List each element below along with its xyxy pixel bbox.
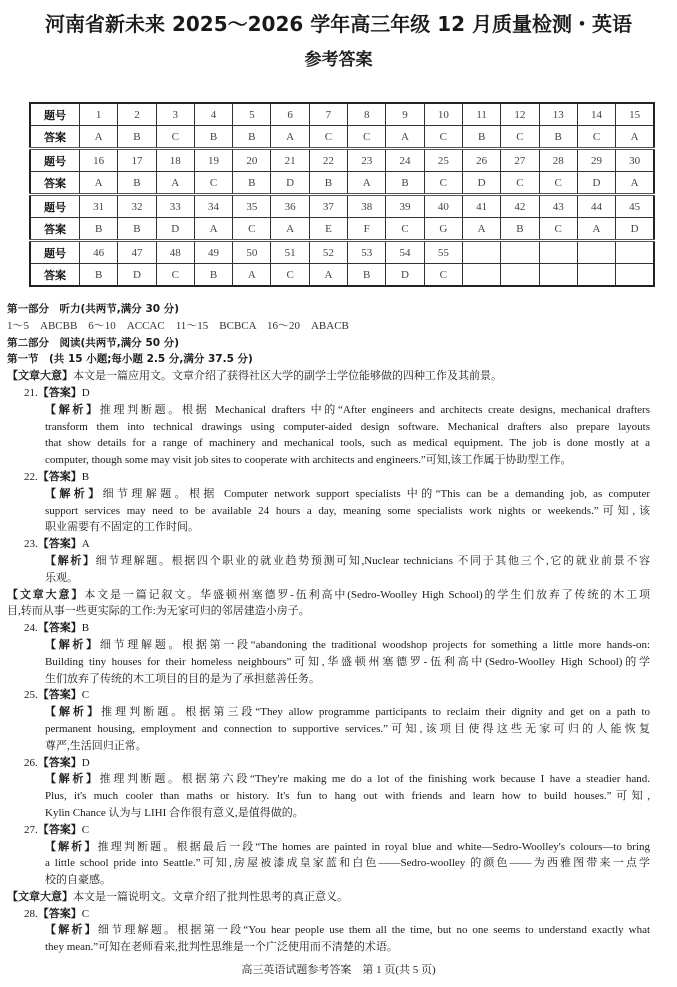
question-number-cell: 19: [194, 149, 232, 172]
line-text: 推理判断题。根据第三段“They allow programme participants to reclaim their dignity and get on a path to: [101, 706, 651, 719]
question-number-cell: 25: [424, 149, 462, 172]
text-line: [7, 335, 650, 352]
page-footer: 高三英语试题参考答案 第 1 页(共 5 页): [241, 964, 436, 976]
article-summary: [7, 368, 650, 385]
line-text: 细节理解题。根据第一段“abandoning the traditional woodshop projects for something a little more hands-on:: [99, 638, 650, 651]
answer-cell: A: [194, 218, 232, 241]
line-text: 校的自豪感。: [45, 874, 111, 887]
question-number-cell: 29: [577, 149, 615, 172]
question-answer: [7, 755, 650, 772]
answer-cell: [616, 264, 654, 287]
row-label: 答案: [30, 126, 80, 149]
question-number-cell: [501, 241, 539, 264]
text-line: [7, 486, 650, 503]
label-tag: 【文章大意】: [7, 587, 85, 601]
question-number-cell: 41: [462, 195, 500, 218]
answer-cell: C: [156, 126, 194, 149]
question-number-cell: 18: [156, 149, 194, 172]
answer-cell: D: [156, 218, 194, 241]
question-number-cell: 1: [80, 103, 118, 126]
answer-cell: C: [577, 126, 615, 149]
line-text: they mean.”可知在老师看来,批判性思维是一个广泛使用而不清楚的术语。: [45, 941, 398, 954]
answer-cell: D: [271, 172, 309, 195]
label-tag: 【解析】: [45, 772, 100, 786]
answer-cell: D: [462, 172, 500, 195]
answer-cell: A: [616, 126, 654, 149]
row-label: 题号: [30, 103, 80, 126]
question-number-cell: 33: [156, 195, 194, 218]
question-number-cell: 7: [309, 103, 347, 126]
line-text: 细节理解题。根据第一段“You hear people use them all the time, but no one seems to understand exactly what: [97, 924, 651, 937]
answer-cell: E: [309, 218, 347, 241]
question-number: 27.: [24, 823, 38, 836]
row-label: 答案: [30, 218, 80, 241]
answer-analysis: [7, 922, 650, 956]
answer-explanations: [7, 301, 650, 956]
question-number-cell: 26: [462, 149, 500, 172]
text-line: [7, 788, 650, 805]
row-label: 答案: [30, 172, 80, 195]
line-text: B: [81, 622, 90, 635]
text-line: [7, 503, 650, 520]
answer-cell: B: [194, 264, 232, 287]
line-text: 本文是一篇记叙文。华盛顿州塞德罗-伍利高中(Sedro-Woolley High School)的学生们放弃了传统的木工项: [84, 588, 650, 601]
question-answer: [7, 385, 650, 402]
answer-cell: C: [539, 172, 577, 195]
question-answer: [7, 620, 650, 637]
answer-cell: D: [386, 264, 424, 287]
line-text: support services may need to be available 24 hours a day, meaning some specialists work nights or weekends.”可知,该: [45, 504, 650, 517]
text-line: [7, 419, 650, 436]
question-number-cell: 43: [539, 195, 577, 218]
question-number-cell: 13: [539, 103, 577, 126]
text-line: [7, 939, 650, 956]
text-line: [7, 587, 650, 604]
text-line: [7, 603, 650, 620]
line-text: a little school pride into Seattle.”可知,房屋被漆成皇家蓝和白色——Sedro-woolley 的颜色——为西雅图带来一点学: [45, 857, 650, 870]
text-line: [7, 889, 650, 906]
line-text: 第二部分 阅读(共两节,满分 50 分): [7, 336, 180, 349]
question-number: 23.: [24, 538, 38, 551]
text-line: [7, 301, 650, 318]
line-text: Plus, it's much cooler than maths or history. It's fun to hang out with friends and learn how to build houses.”可知,: [45, 790, 650, 803]
answer-cell: A: [271, 218, 309, 241]
label-tag: 【答案】: [37, 385, 82, 399]
question-number-cell: 2: [118, 103, 156, 126]
answer-analysis: [7, 839, 650, 889]
article-summary: [7, 587, 650, 621]
question-number-cell: [462, 241, 500, 264]
question-number: 21.: [24, 386, 38, 399]
question-number-cell: 40: [424, 195, 462, 218]
question-number-cell: 46: [80, 241, 118, 264]
answer-cell: C: [539, 218, 577, 241]
answer-cell: B: [348, 264, 386, 287]
answer-cell: B: [501, 218, 539, 241]
answer-cell: A: [80, 126, 118, 149]
text-line: [7, 318, 650, 335]
answer-cell: C: [156, 264, 194, 287]
line-text: B: [81, 470, 90, 483]
answer-cell: A: [80, 172, 118, 195]
answer-cell: B: [233, 126, 271, 149]
answer-analysis: [7, 402, 650, 469]
label-tag: 【解析】: [45, 486, 103, 500]
question-number-cell: 49: [194, 241, 232, 264]
line-text: computer, though some may visit job sites to cooperate with architects and engineers.”可知,该工作属于协助型工作。: [45, 454, 572, 467]
text-line: [7, 402, 650, 419]
document-title: 河南省新未来 2025～2026 学年高三年级 12 月质量检测・英语: [44, 12, 632, 36]
text-line: [7, 822, 650, 839]
answer-cell: B: [309, 172, 347, 195]
label-tag: 【答案】: [37, 621, 82, 635]
line-text: 第一部分 听力(共两节,满分 30 分): [7, 303, 180, 315]
question-number-cell: 9: [386, 103, 424, 126]
line-text: 本文是一篇说明文。文章介绍了批判性思考的真正意义。: [73, 890, 348, 903]
question-number-cell: 51: [271, 241, 309, 264]
label-tag: 【答案】: [37, 537, 82, 551]
line-text: 尊严,生活回归正常。: [45, 739, 147, 752]
question-answer: [7, 469, 650, 486]
answer-cell: A: [386, 126, 424, 149]
answer-analysis: [7, 637, 650, 687]
question-number-row: [30, 103, 654, 126]
question-number-cell: 12: [501, 103, 539, 126]
question-number-cell: 23: [348, 149, 386, 172]
question-number-cell: 5: [233, 103, 271, 126]
answer-cell: D: [118, 264, 156, 287]
section-heading: [7, 335, 650, 352]
line-text: 细节理解题。根据四个职业的就业趋势预测可知,Nuclear technicians 不同于其他三个,它的就业前景不容: [95, 554, 650, 567]
answer-cell: C: [386, 218, 424, 241]
question-number-cell: 50: [233, 241, 271, 264]
question-number-cell: [577, 241, 615, 264]
answer-cell: A: [233, 264, 271, 287]
answer-cell: D: [616, 218, 654, 241]
text-line: [7, 553, 650, 570]
text-line: [7, 671, 650, 688]
text-line: [7, 755, 650, 772]
line-text: Building tiny houses for their homeless neighbours”可知,华盛顿州塞德罗-伍利高中(Sedro-Woolley High School)的学: [45, 655, 650, 668]
question-number: 24.: [24, 622, 38, 635]
question-number-row: [30, 149, 654, 172]
label-tag: 【文章大意】: [7, 889, 73, 903]
label-tag: 【答案】: [37, 755, 82, 769]
answer-cell: B: [386, 172, 424, 195]
line-text: 乐观。: [45, 571, 78, 584]
question-number-cell: 55: [424, 241, 462, 264]
document-subtitle: 参考答案: [304, 50, 373, 70]
answer-cell: C: [424, 126, 462, 149]
question-answer: [7, 906, 650, 923]
text-line: [7, 872, 650, 889]
row-label: 答案: [30, 264, 80, 287]
answer-cell: A: [348, 172, 386, 195]
question-number-cell: 47: [118, 241, 156, 264]
row-label: 题号: [30, 149, 80, 172]
answer-cell: A: [462, 218, 500, 241]
line-text: 细节理解题。根据 Computer network support specialists 中的“This can be a demanding job, as computer: [102, 487, 651, 500]
question-number-cell: 37: [309, 195, 347, 218]
line-text: D: [81, 386, 90, 399]
label-tag: 【答案】: [37, 469, 82, 483]
question-number: 28.: [24, 907, 38, 920]
answer-cell: [577, 264, 615, 287]
line-text: 职业需要有不固定的工作时间。: [45, 521, 199, 534]
question-number-cell: 39: [386, 195, 424, 218]
answer-cell: [501, 264, 539, 287]
text-line: [7, 839, 650, 856]
line-text: 推理判断题。根据第六段“They're making me do a lot of the finishing work because I have a steadier hand.: [99, 773, 650, 786]
answer-analysis: [7, 704, 650, 754]
question-number-cell: 36: [271, 195, 309, 218]
text-line: [7, 805, 650, 822]
question-number: 26.: [24, 756, 38, 769]
question-number-row: [30, 241, 654, 264]
section-heading: [7, 301, 650, 318]
question-answer: [7, 822, 650, 839]
answer-row: [30, 264, 654, 287]
question-number-cell: 30: [616, 149, 654, 172]
label-tag: 【解析】: [45, 923, 98, 937]
question-number-cell: 15: [616, 103, 654, 126]
answer-table: [29, 102, 655, 287]
text-line: [7, 452, 650, 469]
line-text: that show details for a range of machinery and mechanical tools, such as medical equipment. The job is done mostly at a: [45, 437, 650, 450]
answer-cell: C: [309, 126, 347, 149]
answer-cell: G: [424, 218, 462, 241]
label-tag: 【解析】: [45, 705, 102, 719]
question-number-cell: 24: [386, 149, 424, 172]
label-tag: 【答案】: [37, 906, 82, 920]
question-number-cell: 53: [348, 241, 386, 264]
answer-cell: C: [348, 126, 386, 149]
text-line: [7, 771, 650, 788]
text-line: [7, 570, 650, 587]
answer-cell: A: [309, 264, 347, 287]
text-line: [7, 637, 650, 654]
question-number-cell: 3: [156, 103, 194, 126]
question-number-cell: 28: [539, 149, 577, 172]
label-tag: 【解析】: [45, 553, 96, 567]
text-line: [7, 385, 650, 402]
line-text: 推理判断题。根据 Mechanical drafters 中的“After engineers and architects create designs, mechanical drafters: [99, 403, 651, 416]
answer-analysis: [7, 486, 650, 536]
text-line: [7, 620, 650, 637]
text-line: [7, 519, 650, 536]
listening-answers: [7, 318, 650, 335]
label-tag: 【文章大意】: [7, 369, 73, 383]
text-line: [7, 435, 650, 452]
question-number-cell: 6: [271, 103, 309, 126]
text-line: [7, 687, 650, 704]
label-tag: 【答案】: [37, 688, 82, 702]
section-heading: [7, 351, 650, 368]
question-number-cell: 10: [424, 103, 462, 126]
question-number-cell: 44: [577, 195, 615, 218]
question-number-cell: 45: [616, 195, 654, 218]
text-line: [7, 351, 650, 368]
answer-cell: B: [118, 172, 156, 195]
text-line: [7, 654, 650, 671]
answer-cell: B: [194, 126, 232, 149]
question-number-cell: 38: [348, 195, 386, 218]
label-tag: 【答案】: [37, 822, 82, 836]
question-number-cell: 11: [462, 103, 500, 126]
answer-cell: B: [80, 264, 118, 287]
question-number-row: [30, 195, 654, 218]
answer-cell: B: [118, 218, 156, 241]
answer-cell: C: [271, 264, 309, 287]
question-number-cell: 35: [233, 195, 271, 218]
label-tag: 【解析】: [45, 637, 100, 651]
answer-analysis: [7, 553, 650, 587]
line-text: A: [81, 538, 90, 551]
answer-cell: C: [501, 126, 539, 149]
question-number-cell: [616, 241, 654, 264]
question-number-cell: 16: [80, 149, 118, 172]
answer-cell: A: [156, 172, 194, 195]
answer-cell: B: [80, 218, 118, 241]
line-text: 生们放弃了传统的木工项目的目的是为了承担慈善任务。: [45, 672, 320, 685]
question-number-cell: 48: [156, 241, 194, 264]
answer-cell: B: [118, 126, 156, 149]
label-tag: 【解析】: [45, 839, 98, 853]
line-text: 第一节 (共 15 小题;每小题 2.5 分,满分 37.5 分): [7, 353, 253, 366]
text-line: [7, 469, 650, 486]
line-text: 本文是一篇应用文。文章介绍了获得社区大学的副学士学位能够做的四种工作及其前景。: [73, 370, 502, 383]
answer-cell: D: [577, 172, 615, 195]
question-number: 25.: [24, 689, 38, 702]
question-number-cell: 14: [577, 103, 615, 126]
text-line: [7, 368, 650, 385]
answer-cell: C: [194, 172, 232, 195]
question-number-cell: [539, 241, 577, 264]
row-label: 题号: [30, 241, 80, 264]
answer-cell: B: [462, 126, 500, 149]
answer-cell: F: [348, 218, 386, 241]
question-number-cell: 32: [118, 195, 156, 218]
answer-cell: C: [424, 264, 462, 287]
answer-cell: [462, 264, 500, 287]
line-text: 1～5 ABCBB 6～10 ACCAC 11～15 BCBCA 16～20 ABACB: [7, 319, 349, 332]
text-line: [7, 704, 650, 721]
row-label: 题号: [30, 195, 80, 218]
line-text: 目,转而从事一些更实际的工作:为无家可归的邻居建造小房子。: [7, 605, 310, 618]
text-line: [7, 855, 650, 872]
answer-cell: B: [539, 126, 577, 149]
question-number-cell: 17: [118, 149, 156, 172]
question-number-cell: 8: [348, 103, 386, 126]
answer-cell: C: [424, 172, 462, 195]
line-text: C: [81, 907, 90, 920]
question-number-cell: 27: [501, 149, 539, 172]
line-text: permanent housing, employment and connection to supportive services.”可知,该项目使得这些无家可归的人能恢复: [45, 722, 650, 735]
line-text: 推理判断题。根据最后一段“The homes are painted in royal blue and white—Sedro-Woolley's colours—to bring: [97, 840, 650, 853]
answer-analysis: [7, 771, 650, 821]
answer-row: [30, 172, 654, 195]
question-number: 22.: [24, 470, 38, 483]
answer-cell: A: [616, 172, 654, 195]
question-number-cell: 22: [309, 149, 347, 172]
answer-cell: B: [233, 172, 271, 195]
answer-cell: [539, 264, 577, 287]
question-answer: [7, 536, 650, 553]
answer-cell: A: [271, 126, 309, 149]
question-answer: [7, 687, 650, 704]
article-summary: [7, 889, 650, 906]
question-number-cell: 54: [386, 241, 424, 264]
question-number-cell: 20: [233, 149, 271, 172]
text-line: [7, 906, 650, 923]
line-text: C: [81, 689, 90, 702]
line-text: transform them into technical drawings using computer-aided design software. Mechanical drafters also prepare layouts: [45, 420, 650, 433]
question-number-cell: 34: [194, 195, 232, 218]
question-number-cell: 31: [80, 195, 118, 218]
question-number-cell: 42: [501, 195, 539, 218]
answer-row: [30, 218, 654, 241]
answer-cell: C: [501, 172, 539, 195]
text-line: [7, 738, 650, 755]
text-line: [7, 536, 650, 553]
line-text: C: [81, 823, 90, 836]
answer-cell: C: [233, 218, 271, 241]
text-line: [7, 721, 650, 738]
line-text: D: [81, 756, 90, 769]
answer-row: [30, 126, 654, 149]
text-line: [7, 922, 650, 939]
question-number-cell: 52: [309, 241, 347, 264]
question-number-cell: 4: [194, 103, 232, 126]
answer-cell: A: [577, 218, 615, 241]
line-text: Kylin Chance 认为与 LIHI 合作很有意义,是值得做的。: [45, 806, 304, 819]
label-tag: 【解析】: [45, 402, 100, 416]
question-number-cell: 21: [271, 149, 309, 172]
